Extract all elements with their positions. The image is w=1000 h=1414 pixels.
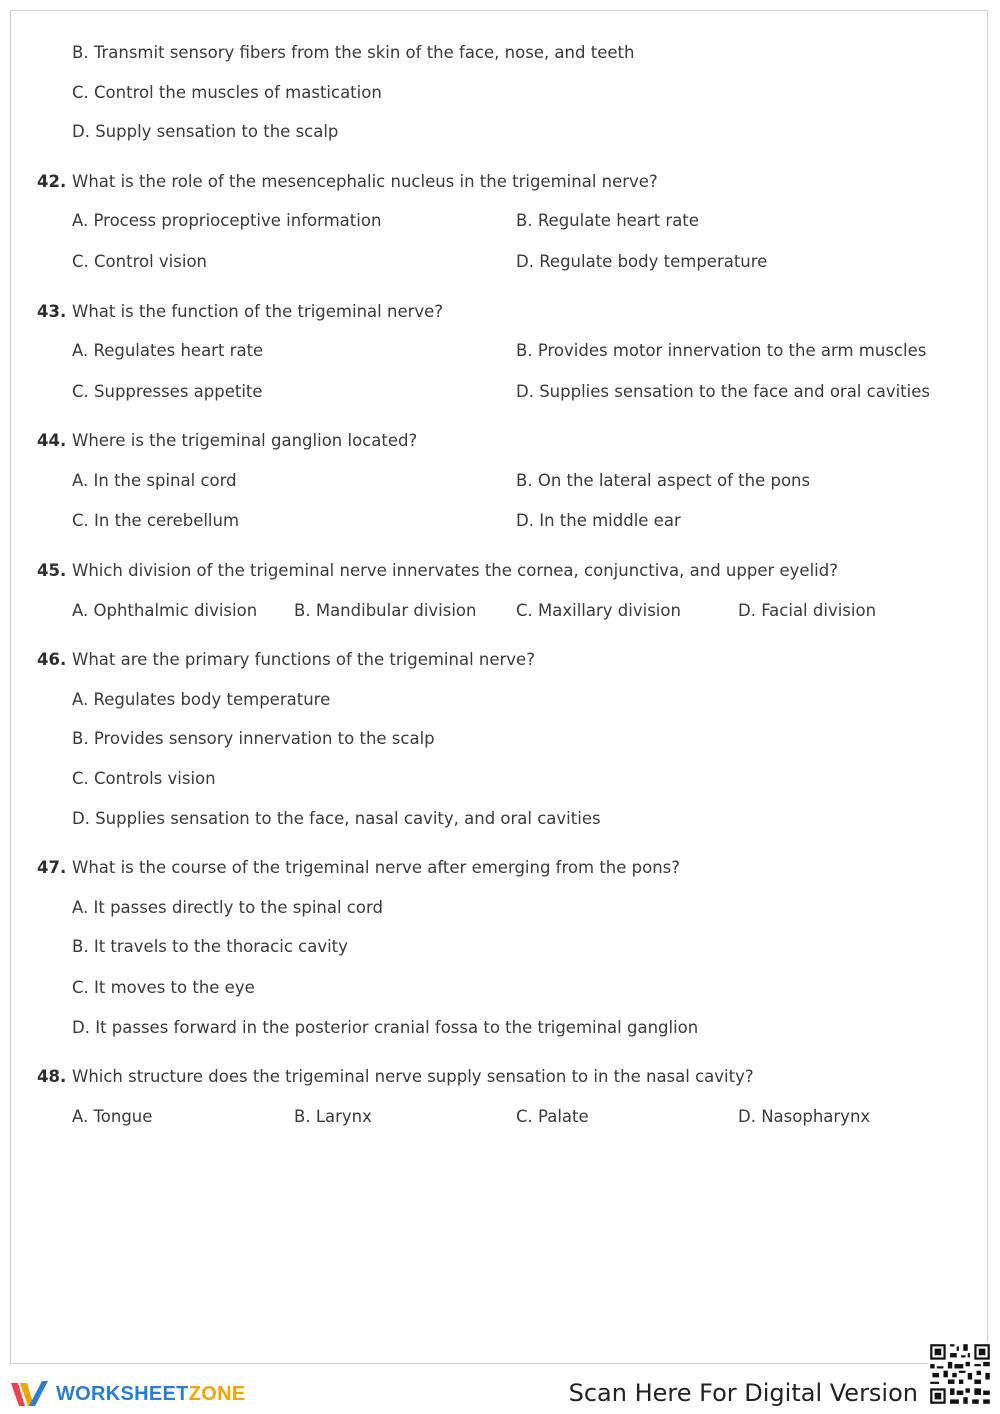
footer xyxy=(0,1370,1000,1414)
question-text: What are the primary functions of the trigeminal nerve? xyxy=(72,650,535,669)
option-a: A. Regulates heart rate xyxy=(72,341,264,360)
scan-caption: Scan Here For Digital Version xyxy=(568,1379,918,1407)
option-b: B. Mandibular division xyxy=(294,601,477,620)
option-a: A. In the spinal cord xyxy=(72,471,237,490)
question-number: 45. xyxy=(37,561,67,580)
question-number: 43. xyxy=(37,302,67,321)
option-d: D. In the middle ear xyxy=(516,511,681,530)
option-c: C. Control vision xyxy=(72,252,208,271)
option-d: D. Nasopharynx xyxy=(738,1107,871,1126)
option-a: A. Regulates body temperature xyxy=(72,690,331,709)
option-b: B. Regulate heart rate xyxy=(516,211,699,230)
option-b: B. Provides motor innervation to the arm muscles xyxy=(516,341,927,360)
question-number: 42. xyxy=(37,172,67,191)
worksheetzone-logo-icon xyxy=(10,1379,50,1409)
question-text: What is the role of the mesencephalic nucleus in the trigeminal nerve? xyxy=(72,172,658,191)
option-c: C. Control the muscles of mastication xyxy=(72,83,382,102)
question-text: Which division of the trigeminal nerve innervates the cornea, conjunctiva, and upper eyelid? xyxy=(72,561,838,580)
option-b: B. Larynx xyxy=(294,1107,372,1126)
question-number: 47. xyxy=(37,858,67,877)
option-c: C. Controls vision xyxy=(72,769,216,788)
question-number: 44. xyxy=(37,431,67,450)
option-b: B. On the lateral aspect of the pons xyxy=(516,471,811,490)
question-number: 48. xyxy=(37,1067,67,1086)
option-b: B. Provides sensory innervation to the scalp xyxy=(72,729,435,748)
brand-logo[interactable] xyxy=(10,1378,245,1410)
option-b: B. It travels to the thoracic cavity xyxy=(72,937,348,956)
option-d: D. It passes forward in the posterior cranial fossa to the trigeminal ganglion xyxy=(72,1018,699,1037)
option-b: B. Transmit sensory fibers from the skin of the face, nose, and teeth xyxy=(72,43,635,62)
question-text: What is the course of the trigeminal nerve after emerging from the pons? xyxy=(72,858,681,877)
option-a: A. It passes directly to the spinal cord xyxy=(72,898,383,917)
option-d: D. Supply sensation to the scalp xyxy=(72,122,339,141)
question-text: Where is the trigeminal ganglion located? xyxy=(72,431,418,450)
worksheet-page xyxy=(10,10,988,1364)
option-c: C. It moves to the eye xyxy=(72,978,255,997)
option-c: C. In the cerebellum xyxy=(72,511,240,530)
qr-code-icon[interactable] xyxy=(928,1342,992,1406)
option-a: A. Process proprioceptive information xyxy=(72,211,382,230)
option-c: C. Suppresses appetite xyxy=(72,382,263,401)
option-a: A. Ophthalmic division xyxy=(72,601,258,620)
brand-name-zone: ZONE xyxy=(188,1382,246,1405)
question-number: 46. xyxy=(37,650,67,669)
option-a: A. Tongue xyxy=(72,1107,153,1126)
option-d: D. Supplies sensation to the face and oral cavities xyxy=(516,382,930,401)
option-c: C. Maxillary division xyxy=(516,601,681,620)
option-d: D. Supplies sensation to the face, nasal cavity, and oral cavities xyxy=(72,809,601,828)
option-d: D. Regulate body temperature xyxy=(516,252,768,271)
question-text: What is the function of the trigeminal nerve? xyxy=(72,302,444,321)
option-c: C. Palate xyxy=(516,1107,589,1126)
brand-name-worksheet: WORKSHEET xyxy=(56,1382,189,1405)
option-d: D. Facial division xyxy=(738,601,877,620)
question-text: Which structure does the trigeminal nerve supply sensation to in the nasal cavity? xyxy=(72,1067,754,1086)
